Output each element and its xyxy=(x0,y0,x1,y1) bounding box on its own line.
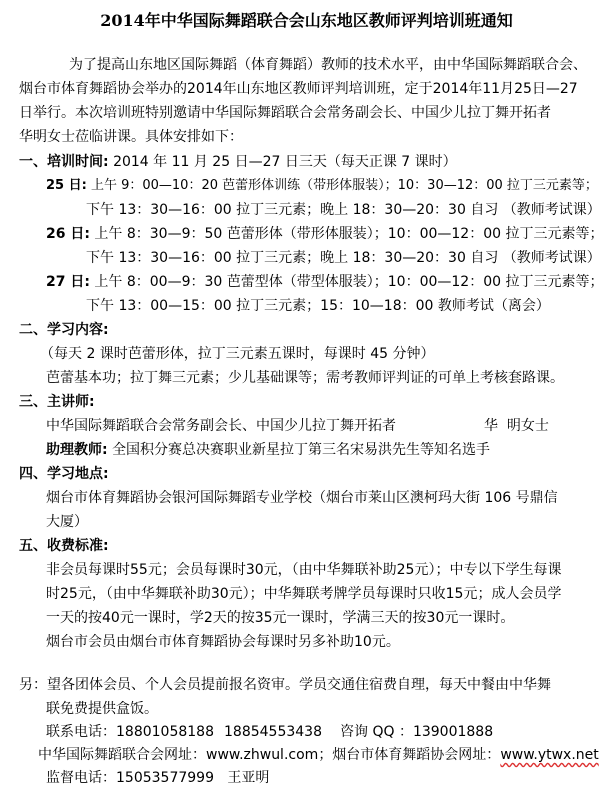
note-line: 联免费提供盒饭。 xyxy=(46,701,158,717)
day-schedule-am: 25 日: 上午 9：00—10：20 芭蕾形体训练（带形体服装）；10：30—12：00 拉丁三元素等； xyxy=(46,178,598,193)
lecturer-title: 中华国际舞蹈联合会常务副会长、中国少儿拉丁舞开拓者 xyxy=(46,418,396,434)
location-line: 大厦） xyxy=(46,514,88,530)
intro-line: 日举行。本次培训班特别邀请中华国际舞蹈联合会常务副会长、中国少儿拉丁舞开拓者 xyxy=(19,105,551,121)
day-schedule-pm: 下午 13：00—15：00 拉丁三元素；15：10—18：00 教师考试（离会） xyxy=(86,298,550,314)
day-schedule-pm: 下午 13：30—16：00 拉丁三元素；晚上 18：30—20：30 自习 （教师考试课） xyxy=(86,202,601,218)
assistant-label: 助理教师: xyxy=(46,442,108,458)
assistant-text: 全国积分赛总决赛职业新星拉丁第三名宋易洪先生等知名选手 xyxy=(112,442,491,458)
supervision-line: 监督电话：15053577999 王亚明 xyxy=(46,770,270,786)
phone-number: 18801058188 xyxy=(116,724,214,740)
day-label: 25 日: xyxy=(46,178,87,193)
content-line: 芭蕾基本功；拉丁舞三元素；少儿基础课等；需考教师评判证的可单上考核套路课。 xyxy=(46,370,564,386)
website-link[interactable]: www.zhwul.com xyxy=(206,747,319,763)
day-label: 27 日: xyxy=(46,274,90,290)
day-schedule-am: 26 日: 上午 8：30—9：50 芭蕾形体（带形体服装）；10：00—12：00 拉丁三元素等； xyxy=(46,226,604,242)
day-label: 26 日: xyxy=(46,226,90,242)
training-dates: 2014 年 11 月 25 日—27 日三天（每天正课 7 课时） xyxy=(113,154,457,170)
content-line: （每天 2 课时芭蕾形体，拉丁三元素五课时，每课时 45 分钟） xyxy=(40,346,435,362)
assistant-line xyxy=(46,441,490,459)
fee-line: 时25元，（由中华舞联补助30元）；中华舞联考牌学员每课时只收15元；成人会员学 xyxy=(46,586,562,602)
intro-line: 华明女士莅临讲课。具体安排如下： xyxy=(19,129,243,145)
section-heading: 三、主讲师: xyxy=(19,394,95,410)
supervisor-name: 王亚明 xyxy=(227,770,270,786)
notice-title: 2014年中华国际舞蹈联合会山东地区教师评判培训班通知 xyxy=(100,11,513,30)
section-heading: 五、收费标准: xyxy=(19,538,109,554)
fee-line: 烟台市会员由烟台市体育舞蹈协会每课时另多补助10元。 xyxy=(46,634,400,650)
section-heading: 一、培训时间: xyxy=(19,154,109,170)
fee-line: 非会员每课时55元；会员每课时30元，（由中华舞联补助25元）；中专以下学生每课 xyxy=(46,562,562,578)
supervision-phone: 15053577999 xyxy=(116,770,214,786)
day-schedule-pm: 下午 13：30—16：00 拉丁三元素；晚上 18：30—20：30 自习 （教师考试课） xyxy=(86,250,601,266)
phone-number: 18854553438 xyxy=(224,724,322,740)
contact-phone-line: 联系电话：18801058188 xyxy=(46,724,214,740)
note-line: 另：望各团体会员、个人会员提前报名资审。学员交通住宿费自理，每天中餐由中华舞 xyxy=(19,677,551,693)
intro-line: 为了提高山东地区国际舞蹈（体育舞蹈）教师的技术水平，由中华国际舞蹈联合会、 xyxy=(69,57,587,73)
fee-line: 一天的按40元一课时，学2天的按35元一课时，学满三天的按30元一课时。 xyxy=(46,610,515,626)
qq-number: 139001888 xyxy=(412,724,494,740)
section-heading: 四、学习地点: xyxy=(19,466,109,482)
website-link[interactable]: www.ytwx.net xyxy=(500,747,599,763)
day-schedule-am: 27 日: 上午 8：00—9：30 芭蕾型体（带型体服装）；10：00—12：00 拉丁三元素等； xyxy=(46,274,604,290)
location-line: 烟台市体育舞蹈协会银河国际舞蹈专业学校（烟台市莱山区澳柯玛大街 106 号鼎信 xyxy=(46,490,558,506)
lecturer-name: 华 明女士 xyxy=(484,418,549,434)
section-heading: 二、学习内容: xyxy=(19,322,109,338)
intro-line: 烟台市体育舞蹈协会举办的2014年山东地区教师评判培训班，定于2014年11月25日—27 xyxy=(19,81,578,97)
website-line: 中华国际舞蹈联合会网址：www.zhwul.com；烟台市体育舞蹈协会网址：www.ytwx.net xyxy=(38,747,599,763)
qq-line: 咨询 QQ ：139001888 xyxy=(340,724,494,740)
